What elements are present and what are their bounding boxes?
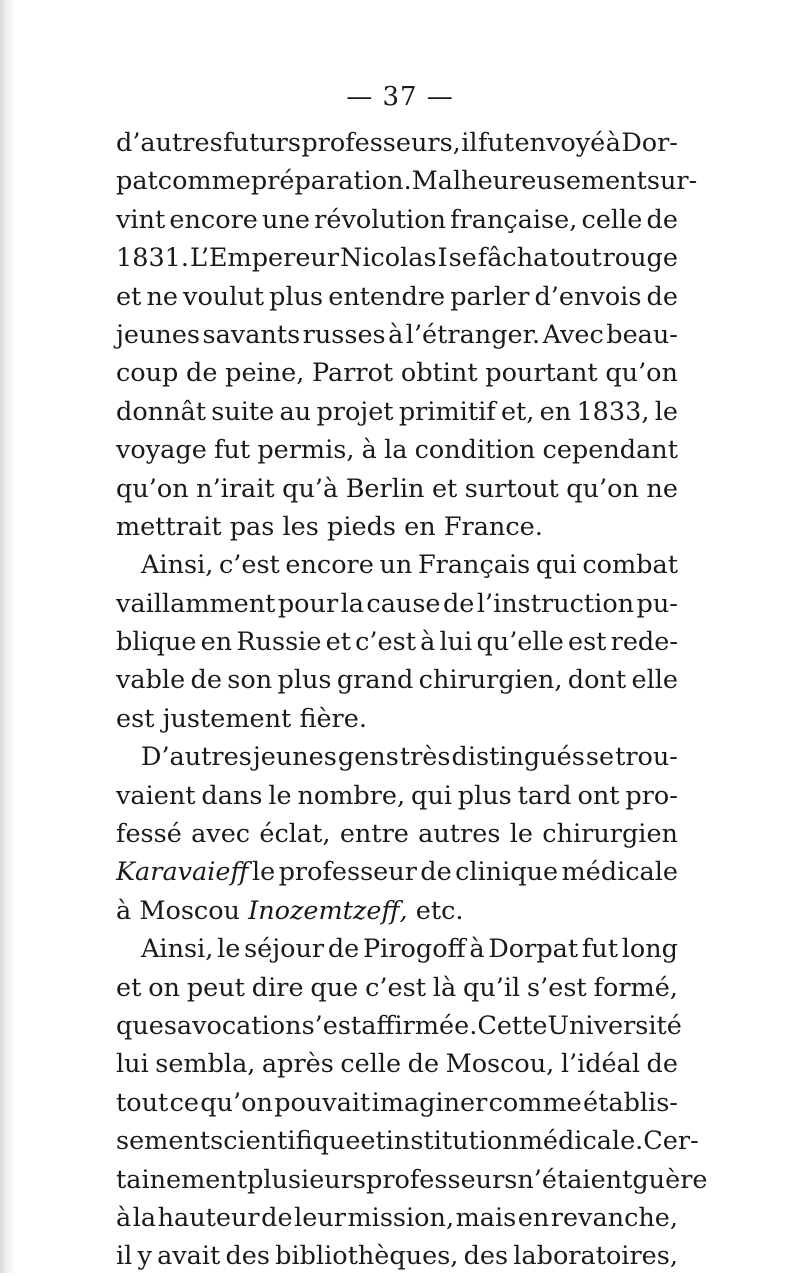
word: d’autres <box>116 128 223 158</box>
word: on <box>148 972 180 1003</box>
word: dire <box>251 972 304 1003</box>
word: primitif <box>398 396 496 427</box>
word: pro- <box>625 780 678 811</box>
word: entre <box>339 819 409 850</box>
text-line <box>116 162 698 200</box>
word: jeunes <box>252 742 337 773</box>
word: pouvait <box>274 1087 371 1118</box>
word: beau- <box>606 319 678 350</box>
word: plus <box>457 780 512 811</box>
word: se <box>448 243 477 274</box>
word: cependant <box>542 435 678 466</box>
word: plus <box>277 665 332 696</box>
word: de <box>646 281 678 312</box>
page-number: — 37 — <box>346 82 454 112</box>
text-line <box>116 585 678 623</box>
word: France. <box>443 511 543 542</box>
word: son <box>227 665 273 696</box>
word: en <box>200 627 233 658</box>
word: plus <box>269 281 324 312</box>
text-line <box>116 700 678 738</box>
word: pour <box>277 588 339 619</box>
word: etc. <box>415 895 464 926</box>
word: celle <box>340 1049 402 1080</box>
word: scientifique <box>210 1126 361 1157</box>
word: distingués <box>451 742 585 773</box>
word: française, <box>450 204 578 235</box>
word: L’Empereur <box>190 243 340 274</box>
word: pat <box>116 166 158 197</box>
word: mission, <box>347 1202 455 1233</box>
word: comme <box>488 1087 582 1118</box>
word: plusieurs <box>247 1164 366 1195</box>
word: projet <box>316 396 394 427</box>
word: tard <box>517 780 572 811</box>
word: qui <box>535 550 577 581</box>
word: dans <box>201 780 263 811</box>
word: que <box>310 972 359 1003</box>
word: parler <box>450 281 530 312</box>
word: médicale. <box>518 1126 644 1157</box>
word: russes <box>302 319 386 350</box>
word: encore <box>169 204 258 235</box>
word: voyage <box>116 435 207 466</box>
word: nombre, <box>297 780 406 811</box>
word: laboratoires, <box>513 1241 678 1272</box>
word: et, <box>500 396 535 427</box>
text-line <box>116 661 678 699</box>
word: ne <box>646 473 678 504</box>
word: chirurgien, <box>418 665 563 696</box>
word: qu’on <box>116 473 189 504</box>
word: leur <box>294 1202 346 1233</box>
word: de <box>646 204 678 235</box>
word: fière. <box>299 703 367 734</box>
word: établis- <box>583 1087 678 1118</box>
word: coup <box>116 358 179 389</box>
word: autres <box>418 819 501 850</box>
word: à <box>388 319 404 350</box>
word: dont <box>567 665 627 696</box>
word: et <box>116 972 142 1003</box>
word: long <box>621 934 678 965</box>
word: et <box>360 1126 386 1157</box>
word: surtout <box>464 473 559 504</box>
word: ne <box>146 281 178 312</box>
word: pas <box>229 511 275 542</box>
word: grand <box>336 665 414 696</box>
text-line <box>116 892 678 930</box>
word: c’est <box>355 627 416 658</box>
word: permis, <box>257 435 355 466</box>
word: à <box>361 435 377 466</box>
word: révolution <box>314 204 446 235</box>
text-line <box>116 316 678 354</box>
word: elle <box>631 665 678 696</box>
word: vaillamment <box>116 588 276 619</box>
word: après <box>261 1049 334 1080</box>
word: vable <box>116 665 186 696</box>
word: très <box>399 742 451 773</box>
text-line <box>116 969 678 1007</box>
word: guère <box>632 1164 708 1195</box>
word: de <box>442 588 475 619</box>
word: Cette <box>477 1010 548 1041</box>
word: bibliothèques, <box>275 1241 459 1272</box>
word: de <box>261 1202 293 1233</box>
text-line <box>116 1122 699 1160</box>
word: Dorpat <box>488 934 579 965</box>
word: sement <box>116 1126 211 1157</box>
word: pieds <box>327 511 396 542</box>
word: I <box>437 243 448 274</box>
text-line <box>116 623 678 661</box>
word: justement <box>162 703 292 734</box>
word: Ainsi, <box>141 934 214 965</box>
word: Moscou, <box>445 1049 555 1080</box>
word: le <box>654 396 678 427</box>
word: avait <box>157 1241 221 1272</box>
text-line <box>116 1237 678 1275</box>
word: futurs <box>223 128 301 158</box>
text-line <box>116 431 678 469</box>
word: un <box>379 550 413 581</box>
word: Parrot <box>311 358 394 389</box>
word: qu’il <box>463 972 521 1003</box>
word: pourtant <box>485 358 598 389</box>
word: Pirogoff <box>363 934 466 965</box>
word: des <box>463 1241 509 1272</box>
word: rede- <box>610 627 678 658</box>
word: en <box>517 1202 550 1233</box>
word: suite <box>211 396 275 427</box>
word: 1831. <box>116 243 190 274</box>
word: qu’elle <box>476 627 564 658</box>
word: comme <box>157 166 251 197</box>
word: s’est <box>527 972 587 1003</box>
word: c’est <box>218 550 280 581</box>
word: tainement <box>116 1164 248 1195</box>
word: vint <box>116 204 166 235</box>
word: l’étranger. <box>405 319 541 350</box>
word: à <box>469 934 485 965</box>
word: vocation <box>192 1010 302 1041</box>
text-line <box>116 354 678 392</box>
word: que <box>116 1010 164 1041</box>
word: combat <box>582 550 678 581</box>
text-line <box>116 124 678 162</box>
word: obtint <box>400 358 478 389</box>
word: s’est <box>301 1010 362 1041</box>
word: chirurgien <box>542 819 678 850</box>
word: Russie <box>236 627 322 658</box>
word: Ainsi, <box>141 550 214 581</box>
word: une <box>262 204 310 235</box>
word: il <box>461 128 478 158</box>
word: revanche, <box>550 1202 678 1233</box>
word: mais <box>455 1202 517 1233</box>
text-line <box>116 738 678 776</box>
word: sembla, <box>155 1049 256 1080</box>
word: est <box>116 703 155 734</box>
word: l’idéal <box>560 1049 641 1080</box>
word: des <box>225 1241 270 1272</box>
word: qu’on <box>566 473 639 504</box>
word: envoyé <box>514 128 606 158</box>
word: ce <box>169 1087 199 1118</box>
word: le <box>268 780 292 811</box>
word: voulut <box>183 281 265 312</box>
word: qu’on <box>605 358 678 389</box>
text-line <box>116 278 678 316</box>
word: professeur <box>278 857 417 888</box>
word: Université <box>547 1010 682 1041</box>
word: hauteur <box>157 1202 260 1233</box>
word: condition <box>414 435 536 466</box>
word: est <box>568 627 607 658</box>
word: tout <box>549 243 602 274</box>
word: professeurs, <box>301 128 461 158</box>
word: fut <box>214 435 251 466</box>
word: de <box>327 934 360 965</box>
text-line <box>116 1084 678 1122</box>
word: Nicolas <box>340 243 437 274</box>
text-line <box>116 239 678 277</box>
word: de <box>407 1049 440 1080</box>
word: médicale <box>561 857 678 888</box>
word: Français <box>417 550 531 581</box>
word: à <box>116 895 132 926</box>
word: la <box>384 435 408 466</box>
word: clinique <box>455 857 559 888</box>
word: mettrait <box>116 511 222 542</box>
word: sa <box>163 1010 193 1041</box>
text-line <box>116 508 678 546</box>
word: entendre <box>328 281 446 312</box>
text-line <box>116 1007 682 1045</box>
word: à <box>116 1202 132 1233</box>
word: Inozemtzeff, <box>248 895 408 926</box>
word: peut <box>186 972 245 1003</box>
word: au <box>279 396 312 427</box>
word: imaginer <box>371 1087 488 1118</box>
word: Cer- <box>643 1126 699 1157</box>
word: la <box>340 588 364 619</box>
word: sur- <box>646 166 698 197</box>
word: de <box>646 1049 678 1080</box>
word: et <box>325 627 351 658</box>
word: de <box>186 358 218 389</box>
word: le <box>251 857 276 888</box>
word: en <box>539 396 572 427</box>
word: n’étaient <box>517 1164 633 1195</box>
word: fessé <box>116 819 182 850</box>
text-line <box>116 1199 678 1237</box>
text-line <box>116 201 678 239</box>
word: avec <box>191 819 251 850</box>
word: blique <box>116 627 197 658</box>
text-line <box>116 546 678 584</box>
word: qu’à <box>282 473 339 504</box>
text-line <box>116 777 678 815</box>
word: préparation. <box>250 166 412 197</box>
text-line <box>116 470 678 508</box>
word: institution <box>385 1126 519 1157</box>
word: y <box>137 1241 152 1272</box>
word: rouge <box>602 243 678 274</box>
word: n’irait <box>196 473 275 504</box>
word: séjour <box>244 934 325 965</box>
word: ont <box>577 780 620 811</box>
word: à <box>420 627 436 658</box>
word: jeunes <box>116 319 201 350</box>
word: encore <box>285 550 374 581</box>
word: à <box>605 128 621 158</box>
word: il <box>116 1241 133 1272</box>
word: professeurs <box>366 1164 518 1195</box>
word: Malheureusement <box>411 166 647 197</box>
text-line <box>116 393 678 431</box>
word: se <box>585 742 615 773</box>
word: de <box>420 857 452 888</box>
word: D’autres <box>141 742 252 773</box>
word: en <box>404 511 436 542</box>
word: Avec <box>542 319 604 350</box>
word: celle <box>581 204 643 235</box>
word: là <box>432 972 457 1003</box>
word: cause <box>366 588 441 619</box>
word: Karavaieff <box>116 857 249 888</box>
word: peine, <box>225 358 305 389</box>
word: les <box>282 511 319 542</box>
word: qui <box>411 780 452 811</box>
word: l’instruction <box>476 588 635 619</box>
text-line <box>116 1045 678 1083</box>
word: vaient <box>116 780 196 811</box>
word: la <box>132 1202 157 1233</box>
word: savants <box>202 319 301 350</box>
word: c’est <box>365 972 426 1003</box>
text-line <box>116 853 678 891</box>
word: pu- <box>636 588 678 619</box>
word: fâcha <box>477 243 549 274</box>
word: Moscou <box>139 895 240 926</box>
word: formé, <box>593 972 678 1003</box>
word: gens <box>337 742 399 773</box>
text-line <box>116 930 678 968</box>
word: fut <box>581 934 618 965</box>
word: tout <box>116 1087 169 1118</box>
word: trou- <box>615 742 678 773</box>
word: qu’on <box>200 1087 273 1118</box>
body-text <box>116 124 708 1276</box>
word: lui <box>116 1049 149 1080</box>
word: Dor- <box>621 128 678 158</box>
word: d’envois <box>534 281 642 312</box>
word: et <box>431 473 458 504</box>
word: le <box>509 819 533 850</box>
text-line <box>116 815 678 853</box>
word: Berlin <box>345 473 425 504</box>
word: 1833, <box>576 396 650 427</box>
text-line <box>116 1161 708 1199</box>
word: fut <box>477 128 515 158</box>
word: donnât <box>116 396 206 427</box>
word: de <box>190 665 222 696</box>
page-edge-shadow <box>0 0 14 1273</box>
word: et <box>116 281 142 312</box>
word: affirmée. <box>361 1010 478 1041</box>
word: éclat, <box>259 819 331 850</box>
word: le <box>217 934 241 965</box>
word: lui <box>439 627 473 658</box>
